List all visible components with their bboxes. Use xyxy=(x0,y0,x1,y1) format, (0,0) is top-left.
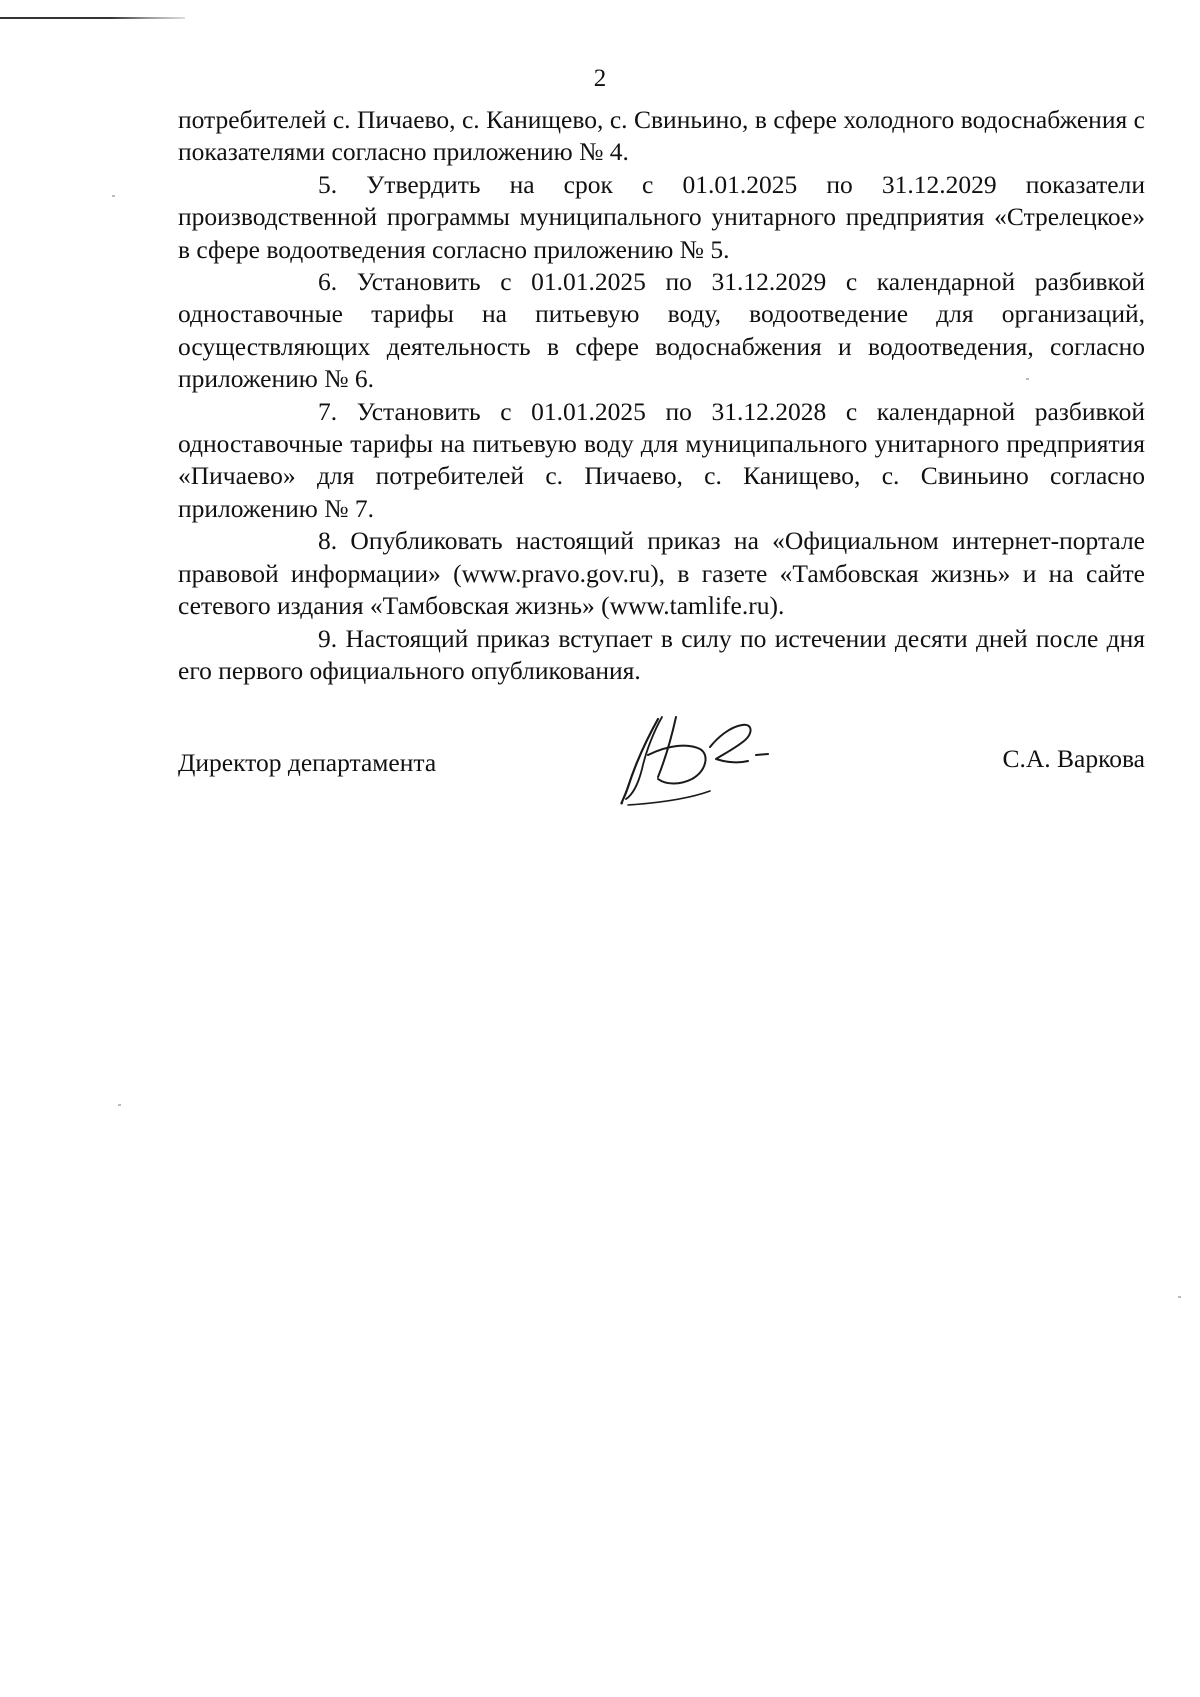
item-number: 5. xyxy=(318,169,338,199)
item-number: 6. xyxy=(318,267,338,297)
document-body xyxy=(178,104,1145,687)
signature-stroke xyxy=(710,725,751,763)
signature-stroke xyxy=(621,719,658,803)
paragraph-item-7 xyxy=(178,396,1145,526)
scan-speck xyxy=(118,1104,121,1106)
paragraph-text: потребителей с. Пичаево, с. Канищево, с. Свиньино, в сфере холодного водоснабжения с показателями согласно приложению № 4. xyxy=(178,105,1145,167)
paragraph-item-5 xyxy=(178,169,1145,266)
item-number: 9. xyxy=(318,623,338,653)
paragraph-text: Утвердить на срок с 01.01.2025 по 31.12.2029 показатели производственной программы муниципального унитарного предприятия «Стрелецкое» в сфере водоотведения согласно приложению № 5. xyxy=(178,169,1145,264)
scan-speck xyxy=(1026,378,1029,380)
signatory-position: Директор департамента xyxy=(178,748,437,777)
item-number: 8. xyxy=(318,526,338,556)
handwritten-signature xyxy=(618,707,788,807)
scan-speck xyxy=(1178,1296,1181,1298)
signature-stroke xyxy=(648,746,706,784)
signature-stroke xyxy=(756,754,768,755)
scan-speck xyxy=(112,195,115,197)
signature-stroke xyxy=(628,791,710,805)
paragraph-item-9 xyxy=(178,623,1145,688)
paragraph-text: Установить с 01.01.2025 по 31.12.2029 с календарной разбивкой одноставочные тарифы на питьевую воду, водоотведение для организаций, осуществляющих деятельность в сфере водоснабжения и водоотведения, согласно приложению № 6. xyxy=(178,267,1146,394)
signatory-name: С.А. Варкова xyxy=(1002,744,1145,773)
paragraph-text: Установить с 01.01.2025 по 31.12.2028 с календарной разбивкой одноставочные тарифы на питьевую воду для муниципального унитарного предприятия «Пичаево» для потребителей с. Пичаево, с. Канищево, с. Свиньино согласно приложению № 7. xyxy=(178,396,1146,523)
scan-edge-mark xyxy=(0,17,185,19)
paragraph-item-8 xyxy=(178,525,1145,622)
signature-block xyxy=(178,745,1145,825)
paragraph-text: Опубликовать настоящий приказ на «Официальном интернет-портале правовой информации» (www.pravo.gov.ru), в газете «Тамбовская жизнь» и на сайте сетевого издания «Тамбовская жизнь» (www.tamlife.ru). xyxy=(178,526,1146,621)
paragraph-item-6 xyxy=(178,266,1145,396)
signature-stroke xyxy=(626,717,662,799)
paragraph-text: Настоящий приказ вступает в силу по истечении десяти дней после дня его первого официального опубликования. xyxy=(178,623,1145,685)
page-number: 2 xyxy=(593,65,607,92)
paragraph-continuation xyxy=(178,104,1145,169)
item-number: 7. xyxy=(318,396,338,426)
